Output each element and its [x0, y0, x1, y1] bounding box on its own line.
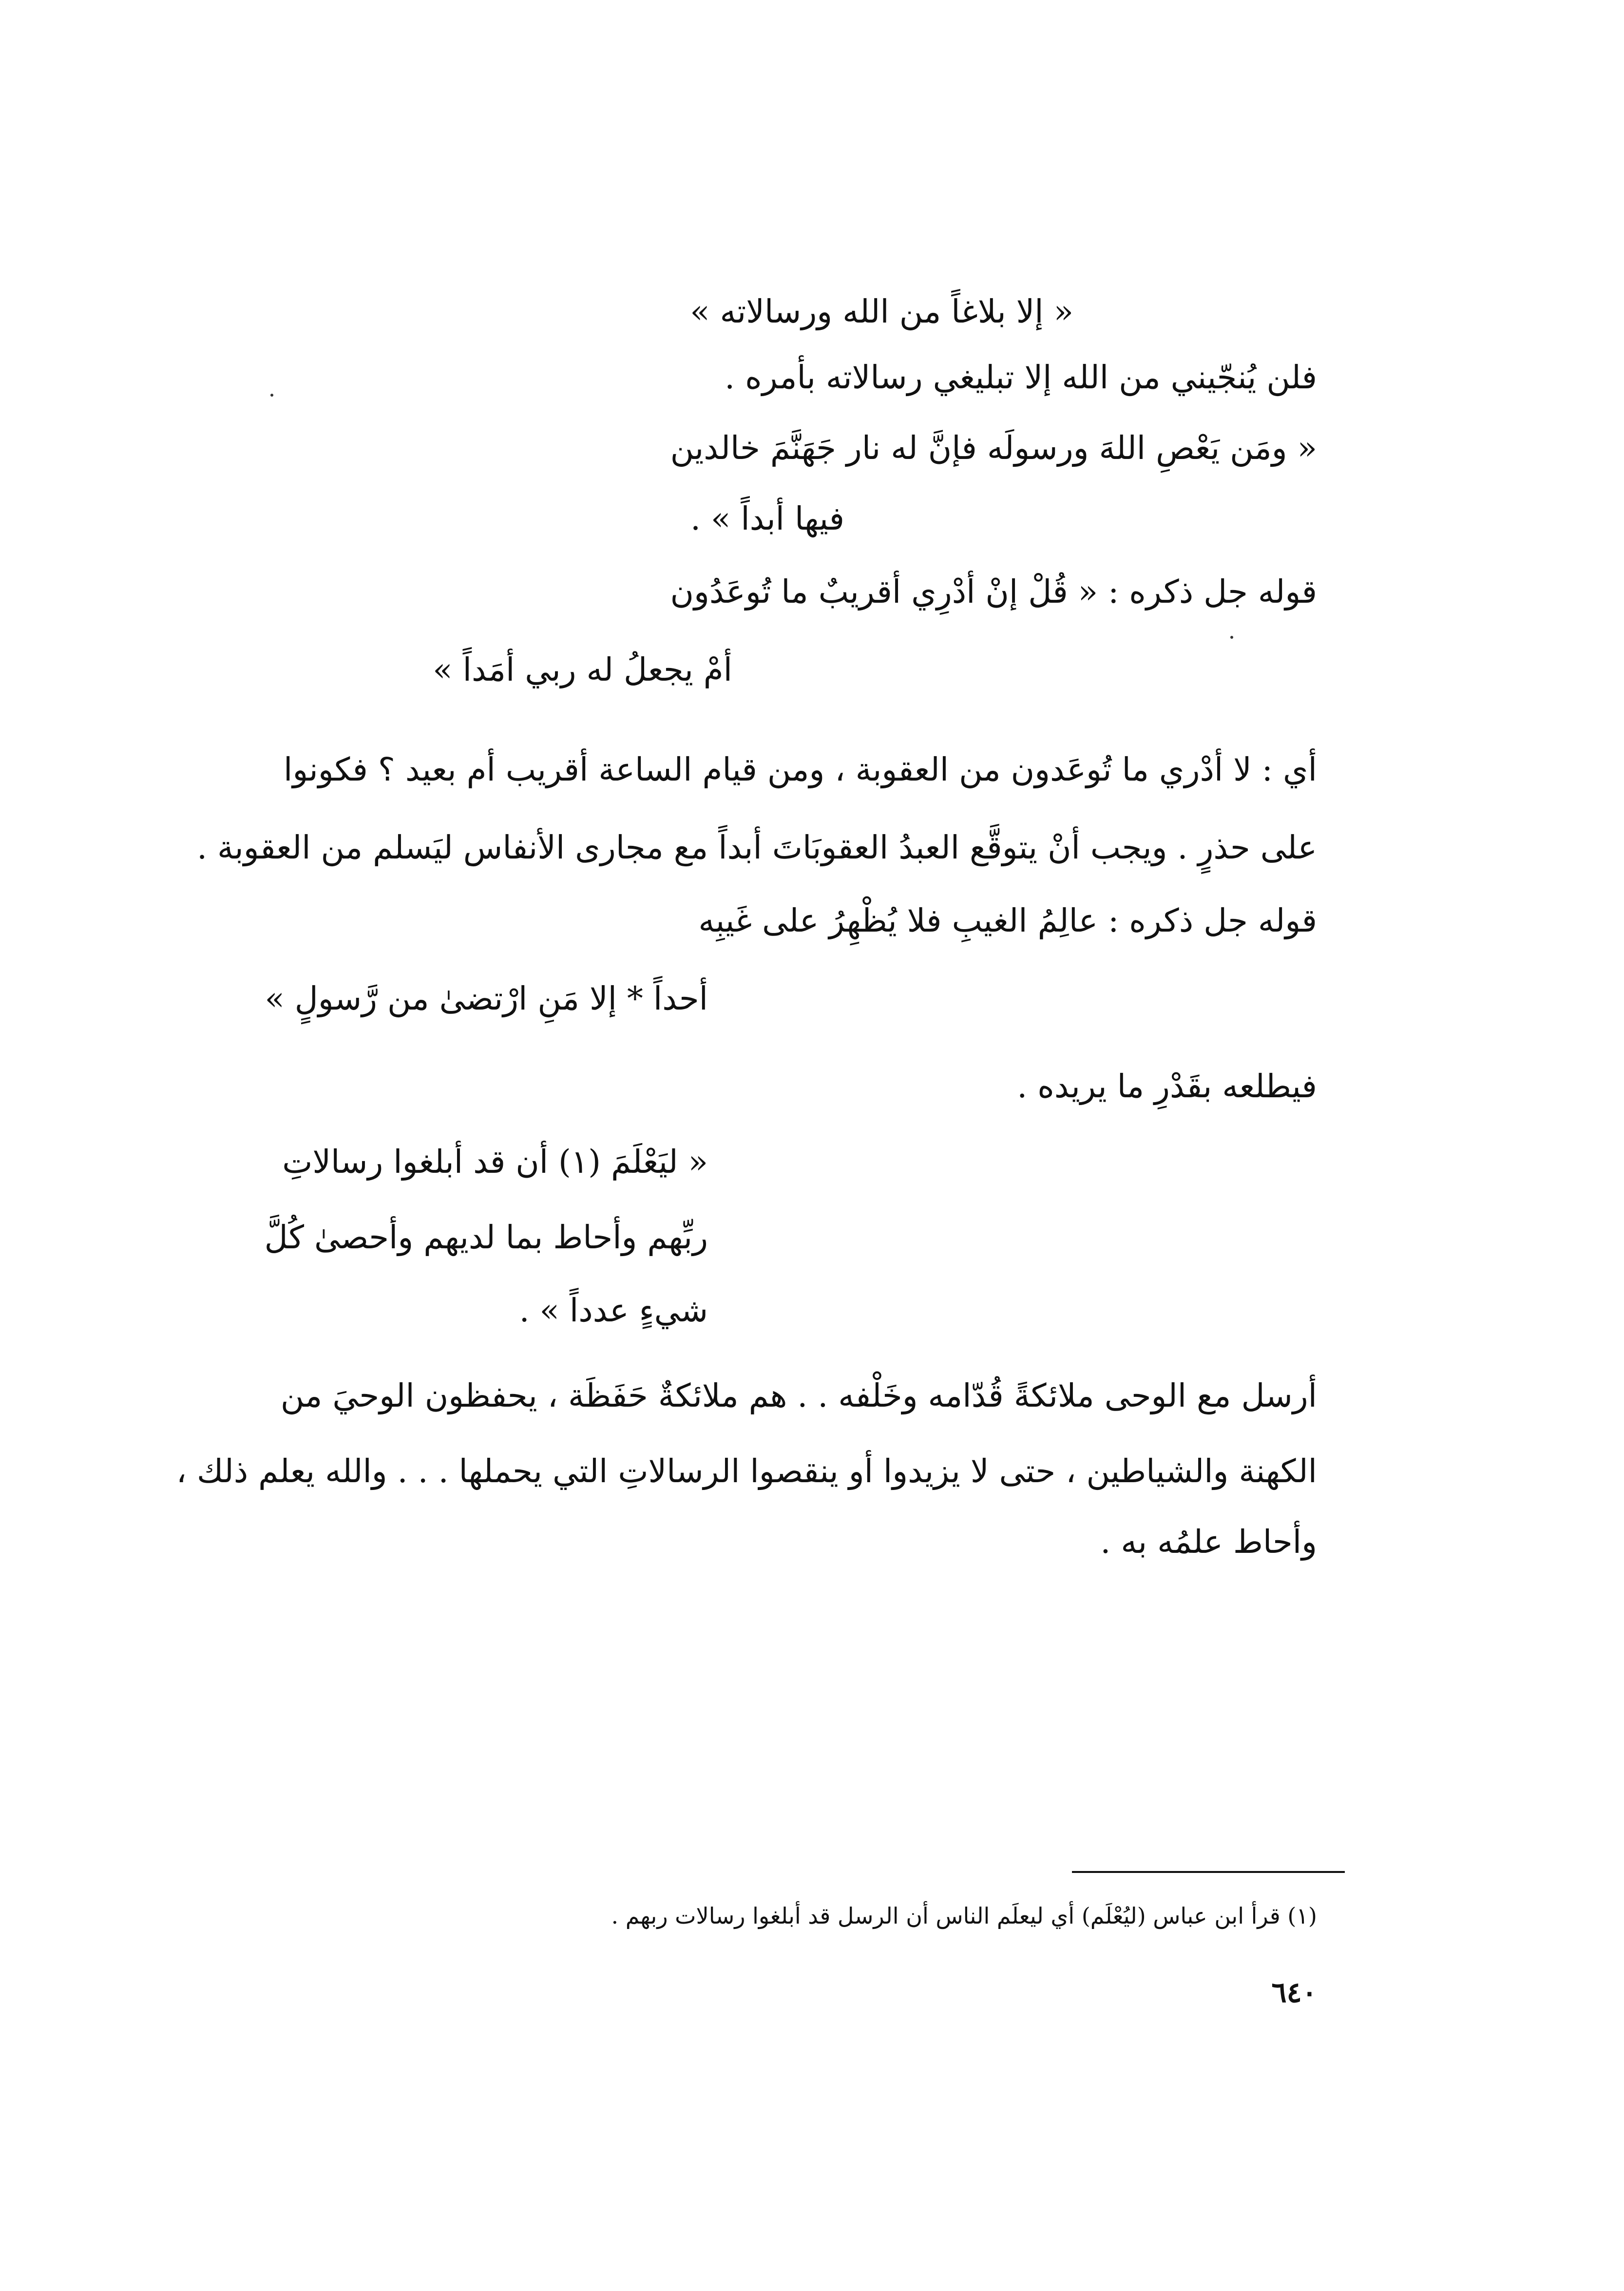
commentary-line: فلن يُنجّيني من الله إلا تبليغي رسالاته بأمره . [725, 359, 1317, 396]
commentary-line: أي : لا أدْري ما تُوعَدون من العقوبة ، ومن قيام الساعة أقريب أم بعيد ؟ فكونوا [284, 751, 1317, 788]
page-number: ٦٤٠ [1271, 1976, 1317, 2009]
heading-line: قوله جل ذكره : « قُلْ إنْ أدْرِي أقريبٌ ما تُوعَدُون [670, 573, 1317, 611]
verse-line: « ليَعْلَمَ (١) أن قد أبلغوا رسالاتِ [282, 1143, 708, 1181]
scan-speck [270, 394, 273, 397]
footnote-text: (١) قرأ ابن عباس (ليُعْلَم) أي ليعلَم الناس أن الرسل قد أبلغوا رسالات ربهم . [611, 1903, 1317, 1929]
verse-line: ربِّهم وأحاط بما لديهم وأحصىٰ كُلَّ [264, 1219, 708, 1256]
verse-line: « ومَن يَعْصِ اللهَ ورسولَه فإنَّ له نار جَهَنَّمَ خالدين [670, 429, 1317, 467]
commentary-line: على حذرٍ . ويجب أنْ يتوقَّع العبدُ العقوبَاتَ أبداً مع مجارى الأنفاس ليَسلم من العقوبة . [197, 829, 1317, 866]
scan-speck [1230, 636, 1233, 639]
commentary-line: الكهنة والشياطين ، حتى لا يزيدوا أو ينقصوا الرسالاتِ التي يحملها . . . والله يعلم ذلك ، [176, 1452, 1317, 1490]
verse-line: أمْ يجعلُ له ربي أمَداً » [433, 651, 732, 688]
verse-line: شيءٍ عدداً » . [519, 1292, 708, 1329]
verse-line: أحداً * إلا مَنِ ارْتضىٰ من رَّسولٍ » [265, 980, 708, 1017]
heading-line: قوله جل ذكره : عالِمُ الغيبِ فلا يُظْهِرُ على غَيبِه [698, 902, 1317, 939]
commentary-line: أرسل مع الوحى ملائكةً قُدّامه وخَلْفه . . هم ملائكةٌ حَفَظَة ، يحفظون الوحيَ من [280, 1377, 1317, 1414]
verse-line: « إلا بلاغاً من الله ورسالاته » [690, 293, 1073, 330]
verse-line: فيها أبداً » . [690, 500, 844, 537]
commentary-line: وأحاط علمُه به . [1100, 1523, 1317, 1561]
commentary-line: فيطلعه بقَدْرِ ما يريده . [1017, 1068, 1317, 1105]
footnote-divider [1072, 1871, 1345, 1873]
